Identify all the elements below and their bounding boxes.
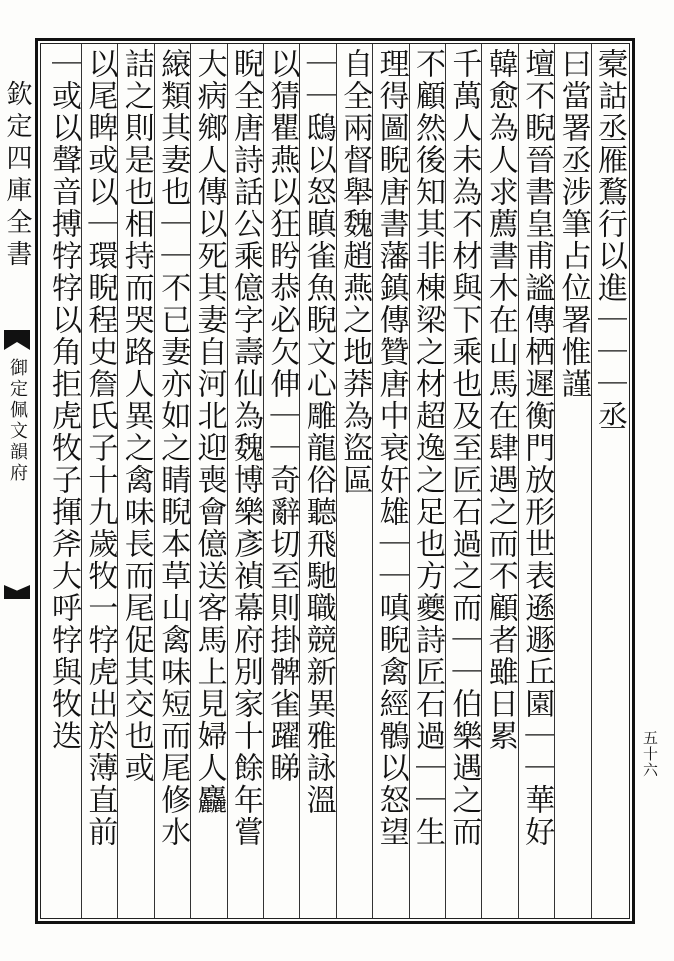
text-column: ｜｜鴟以怒瞋雀魚睨文心雕龍俗聽飛馳職競新異雅詠溫 (300, 48, 336, 816)
collection-title: 欽定四庫全書 (2, 80, 32, 272)
text-column: 槖詁丞雁鶩行以進｜｜｜丞 (591, 48, 627, 432)
text-column: 不顧然後知其非棟梁之材超逸之足也方夔詩匠石過｜｜生 (409, 48, 445, 848)
text-column: 以尾睥或以｜環睨程史詹氏子十九歲牧一牸虎出於薄直前 (82, 48, 118, 848)
margin-strip (0, 40, 34, 920)
fishtail-mark-bottom (4, 585, 30, 599)
column-rule (117, 44, 118, 918)
fishtail-mark-top (4, 330, 30, 350)
column-rule (518, 44, 519, 918)
text-column: 曰當署丞涉筆占位署惟謹 (555, 48, 591, 400)
text-column: 韓愈為人求薦書木在山馬在肆遇之而不顧者雖日累 (482, 48, 518, 752)
column-rule (445, 44, 446, 918)
column-rule (554, 44, 555, 918)
text-column: 以猜瞿燕以狂盻恭必欠伸｜｜奇辭切至則掛髀雀躍睇 (264, 48, 300, 784)
column-rule (481, 44, 482, 918)
text-column: 千萬人未為不材與下乘也及至匠石過之而｜｜伯樂遇之而 (446, 48, 482, 848)
text-column: 詰之則是也相持而哭路人異之禽味長而尾促其交也或 (118, 48, 154, 784)
column-rule (154, 44, 155, 918)
column-rule (299, 44, 300, 918)
column-rule (227, 44, 228, 918)
text-column: ｜或以聲音搏牸牸以角拒虎牧子揮斧大呼牸與牧迭 (45, 48, 81, 752)
text-column: 壇不睨晉書皇甫謐傳栖遲衡門放形世表遜遯丘園｜｜華好 (519, 48, 555, 848)
page-number: 五十六 (641, 730, 659, 778)
column-rule (409, 44, 410, 918)
text-column: 理得圖睨唐書藩鎮傳贊唐中衰奸雄｜｜嗔睨禽經鶻以怒望 (373, 48, 409, 848)
text-column: 大病鄉人傳以死其妻自河北迎喪會億送客馬上見婦人麤 (191, 48, 227, 816)
book-title: 御定佩文韻府 (7, 358, 28, 484)
text-column: 縗類其妻也｜｜不已妻亦如之睛睨本草山禽味短而尾修水 (155, 48, 191, 848)
column-rule (263, 44, 264, 918)
column-rule (336, 44, 337, 918)
column-rule (372, 44, 373, 918)
column-rule (81, 44, 82, 918)
text-column: 睨全唐詩話公乘億字壽仙為魏博樂彥禎幕府別家十餘年嘗 (227, 48, 263, 848)
column-rule (591, 44, 592, 918)
text-column: 自全兩督舉魏趙燕之地莽為盜區 (337, 48, 373, 496)
column-rule (190, 44, 191, 918)
